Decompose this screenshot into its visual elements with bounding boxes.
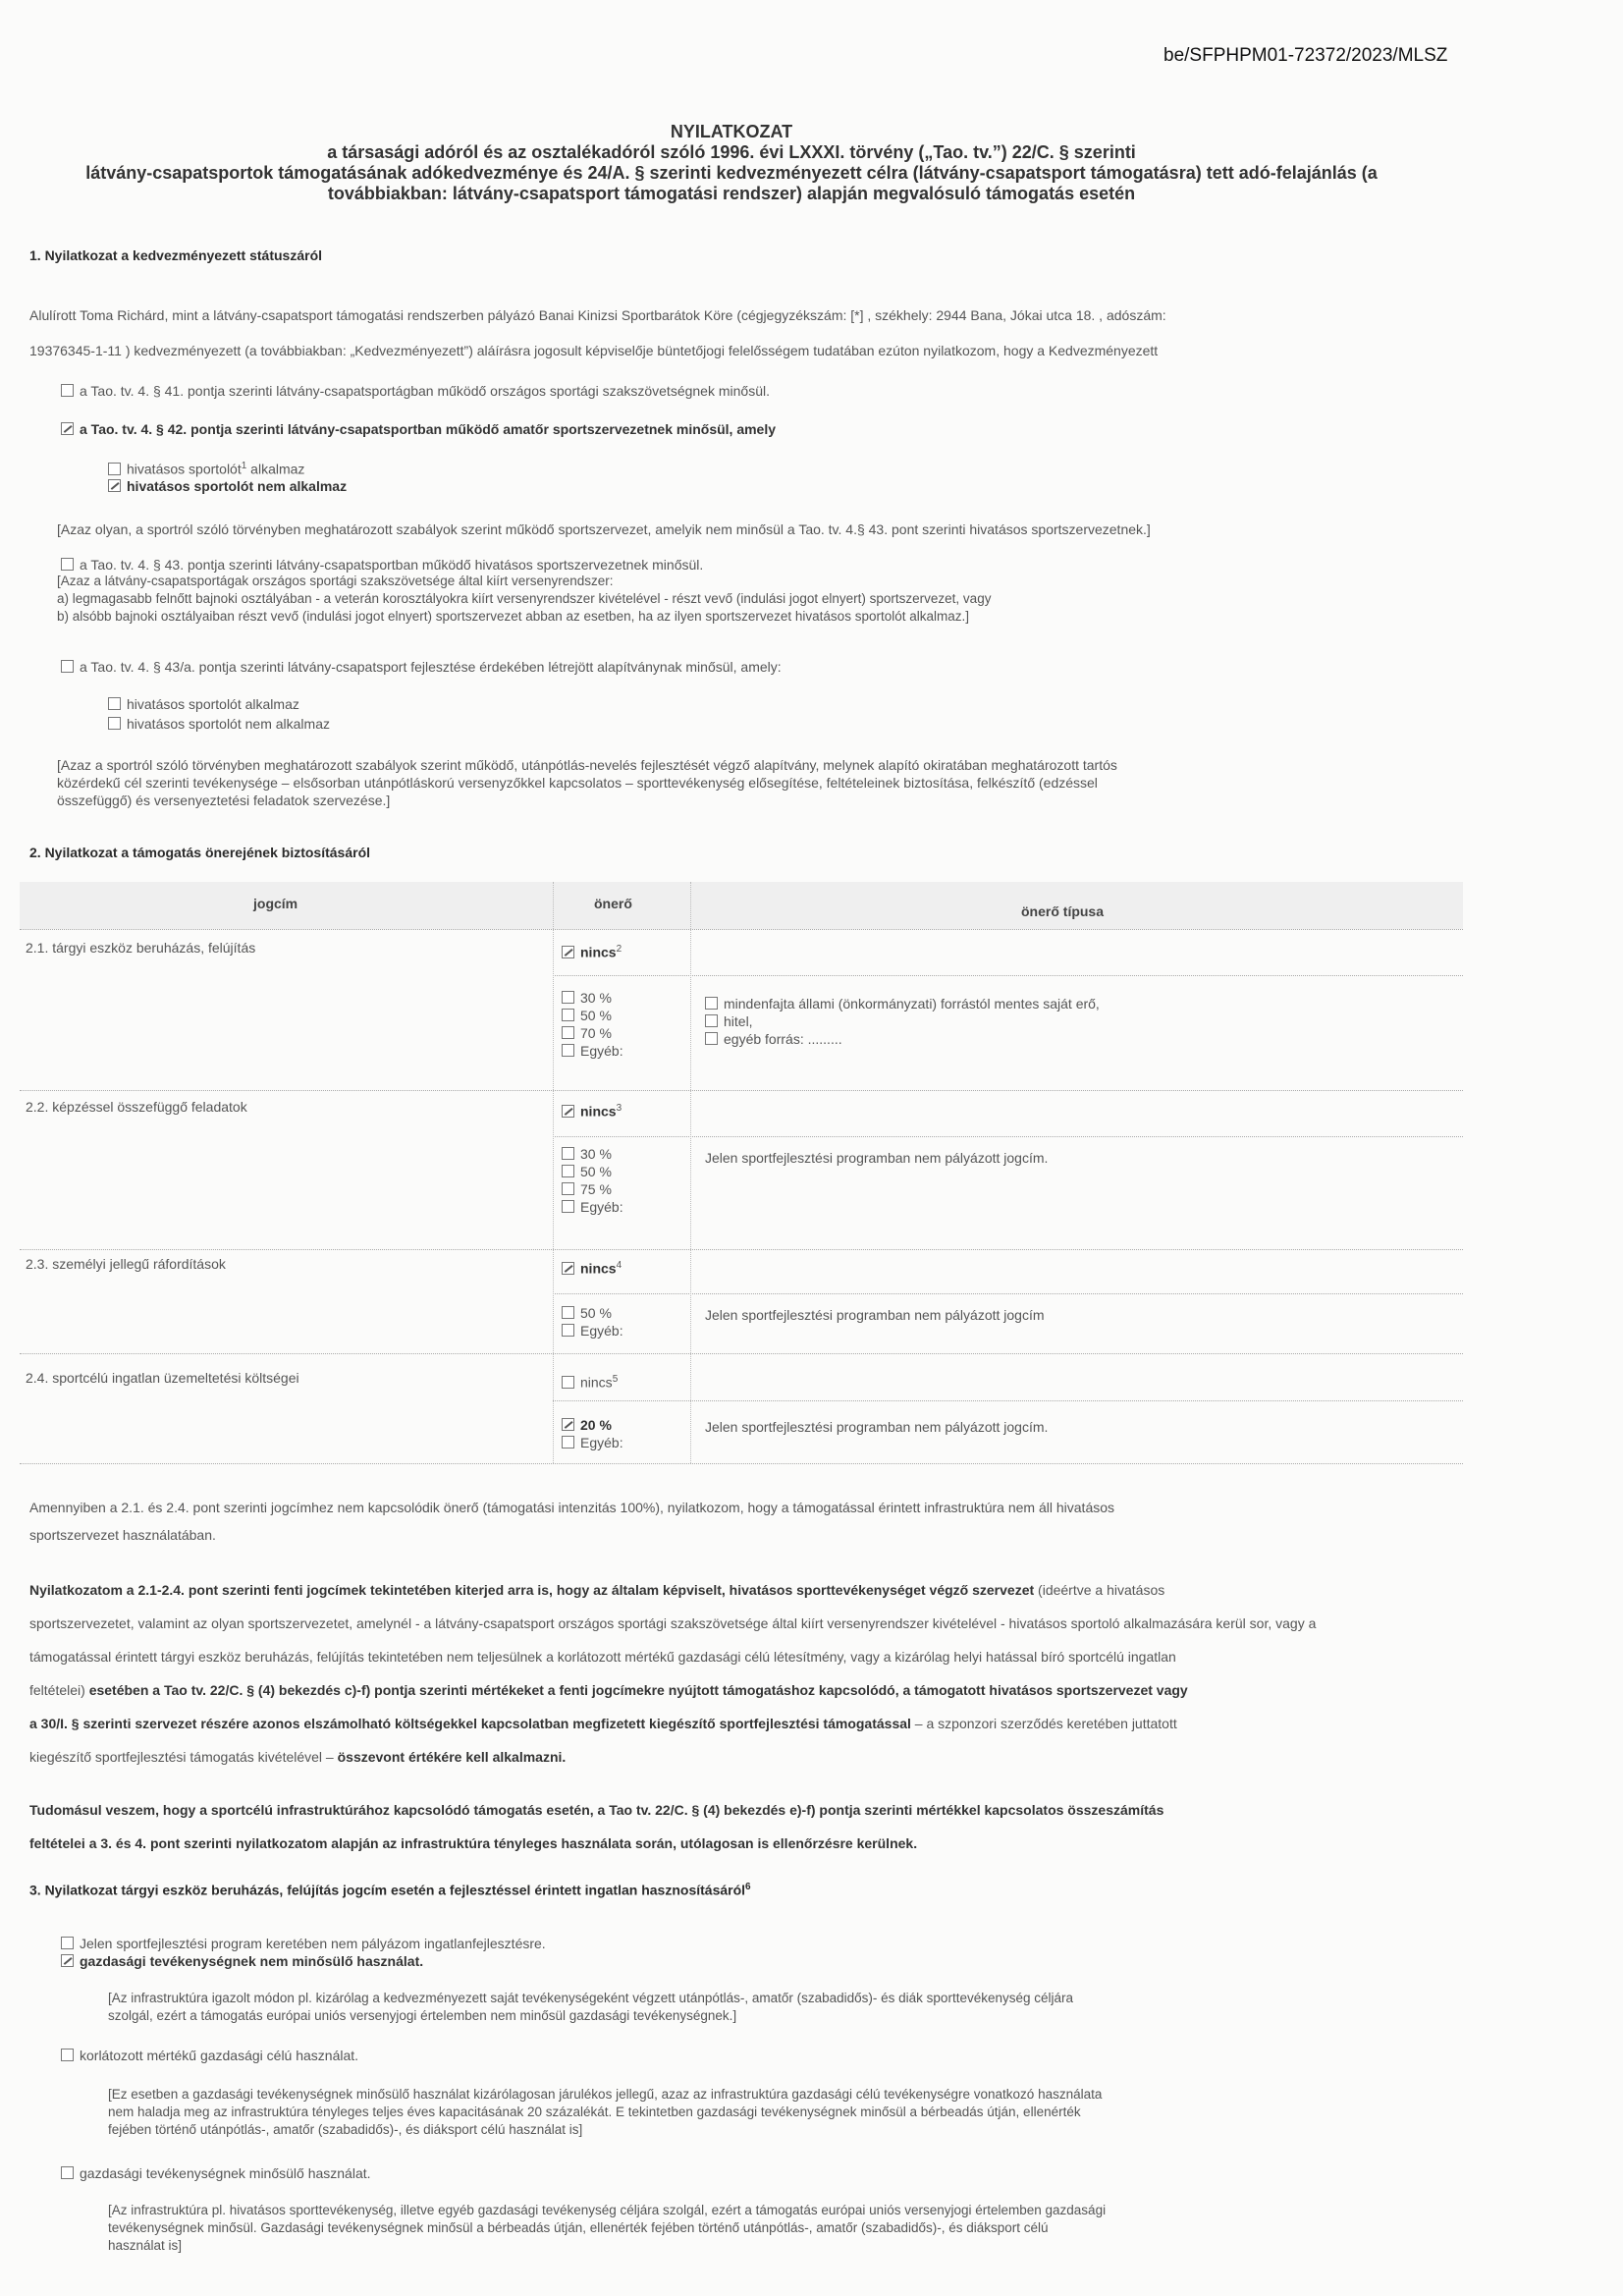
scope-statement-line-5: a 30/I. § szerinti szervezet részére azonos elszámolható költségekkel kapcsolatban megfizetett kiegészítő sportfejlesztési támogatással – a szponzori szerződés keretében juttatott <box>29 1716 1177 1731</box>
checkbox-icon[interactable] <box>562 1147 574 1160</box>
checkbox-icon[interactable] <box>562 1165 574 1177</box>
scope-statement-line-2: sportszervezetet, valamint az olyan sportszervezetet, amelynél - a látvány-csapatsport országos sportági szakszövetsége által kiírt versenyrendszer kivételével - hivatásos sportoló alkalmazására kerül sor, vagy a <box>29 1615 1317 1631</box>
usage-note-2-line-1: [Az infrastruktúra igazolt módon pl. kizárólag a kedvezményezett saját tevékenységeként végzett utánpótlás-, amatőr (szabadidős)- és diák sporttevékenység céljára <box>108 1991 1074 2005</box>
usage-option-economic[interactable]: gazdasági tevékenységnek minősülő használat. <box>61 2164 371 2182</box>
checkbox-icon[interactable] <box>61 2049 74 2061</box>
hivatasos-note-3: b) alsóbb bajnoki osztályaiban részt vevő (indulási jogot elnyert) sportszervezet abban az esetben, ha az ilyen sportszervezet hivatásos sportolót alkalmaz.] <box>57 609 969 624</box>
alapitvany-note-1: [Azaz a sportról szóló törvényben meghatározott szabályok szerint működő, utánpótlás-nevelés fejlesztését végző alapítvány, melynek alapító okiratában meghatározott tartós <box>57 757 1117 773</box>
amator-option-nem-alkalmaz[interactable]: hivatásos sportolót nem alkalmaz <box>108 477 347 495</box>
checkbox-icon[interactable] <box>108 463 121 475</box>
onero-pct-option[interactable]: 50 % <box>562 1304 612 1322</box>
row-note-2-4: Jelen sportfejlesztési programban nem pályázott jogcím. <box>705 1419 1049 1435</box>
status-option-amator[interactable]: a Tao. tv. 4. § 42. pontja szerinti látvány-csapatsportban működő amatőr sportszervezetnek minősül, amely <box>61 420 776 438</box>
checkbox-checked-icon[interactable] <box>108 479 121 492</box>
checkbox-icon[interactable] <box>562 1026 574 1039</box>
table-rule <box>20 1463 1463 1464</box>
onero-pct-option[interactable]: Egyéb: <box>562 1198 623 1216</box>
title-line-3: látvány-csapatsportok támogatásának adókedvezménye és 24/A. § szerinti kedvezményezett célra (látvány-csapatsport támogatásra) tett adó-felajánlás (a <box>85 163 1378 183</box>
section-1-heading: 1. Nyilatkozat a kedvezményezett státuszáról <box>29 247 323 263</box>
checkbox-checked-icon[interactable] <box>61 1954 74 1967</box>
scope-statement-line-6: kiegészítő sportfejlesztési támogatás kivételével – összevont értékére kell alkalmazni. <box>29 1749 567 1765</box>
onero-pct-option[interactable]: 30 % <box>562 989 612 1007</box>
onero-pct-option[interactable]: 70 % <box>562 1024 612 1042</box>
usage-note-4-line-2: tevékenységnek minősül. Gazdasági tevékenységnek minősül a bérbeadás útján, ellenérték fejében történő utánpótlás-, amatőr (szabadidős)-, és diáksport célú <box>108 2220 1049 2235</box>
table-rule <box>20 1249 1463 1250</box>
checkbox-checked-icon[interactable] <box>562 946 574 958</box>
onero-pct-option[interactable]: Egyéb: <box>562 1042 623 1060</box>
usage-note-3-line-1: [Ez esetben a gazdasági tevékenységnek minősülő használat kizárólagosan járulékos jellegű, azaz az infrastruktúra gazdasági célú tevékenységre vonatkozó használata <box>108 2087 1103 2102</box>
checkbox-icon[interactable] <box>562 1306 574 1319</box>
checkbox-checked-icon[interactable] <box>562 1418 574 1431</box>
status-option-alapitvany[interactable]: a Tao. tv. 4. § 43/a. pontja szerinti látvány-csapatsport fejlesztése érdekében létrejött alapítványnak minősül, amely: <box>61 658 782 676</box>
onero-statement-line-1: Amennyiben a 2.1. és 2.4. pont szerinti jogcímhez nem kapcsolódik önerő (támogatási intenzitás 100%), nyilatkozom, hogy a támogatással érintett infrastruktúra nem áll hivatásos <box>29 1500 1115 1515</box>
checkbox-icon[interactable] <box>61 2166 74 2179</box>
checkbox-icon[interactable] <box>562 1324 574 1337</box>
onero-type-option[interactable]: mindenfajta állami (önkormányzati) forrástól mentes saját erő, <box>705 995 1100 1012</box>
column-header-jogcim: jogcím <box>253 896 298 911</box>
onero-statement-line-2: sportszervezet használatában. <box>29 1527 216 1543</box>
usage-note-2-line-2: szolgál, ezért a támogatás európai uniós versenyjogi értelemben nem minősül gazdasági tevékenységnek.] <box>108 2008 737 2023</box>
intro-line-1: Alulírott Toma Richárd, mint a látvány-csapatsport támogatási rendszerben pályázó Banai Kinizsi Sportbarátok Köre (cégjegyzékszám: [*] , székhely: 2944 Bana, Jókai utca 18. , adószám: <box>29 307 1166 323</box>
amator-option-alkalmaz[interactable]: hivatásos sportolót$^1$ alkalmaz <box>108 458 304 478</box>
intro-line-2: 19376345-1-11 ) kedvezményezett (a továbbiakban: „Kedvezményezett”) aláírásra jogosult képviselője büntetőjogi felelősségem tudatában ezúton nyilatkozom, hogy a Kedvezményezett <box>29 343 1159 358</box>
onero-pct-option[interactable]: 50 % <box>562 1007 612 1024</box>
title-line-4: továbbiakban: látvány-csapatsport támogatási rendszer) alapján megvalósuló támogatás esetén <box>327 184 1136 203</box>
alapitvany-option-nem-alkalmaz[interactable]: hivatásos sportolót nem alkalmaz <box>108 715 330 733</box>
checkbox-icon[interactable] <box>61 384 74 397</box>
section-2-heading: 2. Nyilatkozat a támogatás önerejének biztosításáról <box>29 845 371 860</box>
table-rule <box>20 929 1463 930</box>
checkbox-icon[interactable] <box>562 1009 574 1021</box>
checkbox-checked-icon[interactable] <box>562 1105 574 1118</box>
usage-note-4-line-1: [Az infrastruktúra pl. hivatásos sporttevékenység, illetve egyéb gazdasági tevékenység céljára szolgál, ezért a támogatás európai uniós versenyjogi értelemben gazdasági <box>108 2203 1107 2217</box>
alapitvany-option-alkalmaz[interactable]: hivatásos sportolót alkalmaz <box>108 695 299 713</box>
checkbox-icon[interactable] <box>562 1200 574 1213</box>
table-header-bar <box>20 882 1463 929</box>
acknowledge-line-1: Tudomásul veszem, hogy a sportcélú infrastruktúrához kapcsolódó támogatás esetén, a Tao tv. 22/C. § (4) bekezdés e)-f) pontja szerinti mértékkel kapcsolatos összeszámítás <box>29 1802 1164 1818</box>
checkbox-icon[interactable] <box>705 1014 718 1027</box>
onero-type-option[interactable]: egyéb forrás: ......... <box>705 1030 842 1048</box>
checkbox-icon[interactable] <box>705 1032 718 1045</box>
checkbox-icon[interactable] <box>562 991 574 1004</box>
title-line-1: NYILATKOZAT <box>670 122 793 141</box>
onero-pct-option[interactable]: 75 % <box>562 1180 612 1198</box>
scope-statement-line-3: támogatással érintett tárgyi eszköz beruházás, felújítás tekintetében nem teljesülnek a korlátozott mértékű gazdasági célú létesítmény, vagy a kizárólag helyi hatással bíró sportcélú ingatlan <box>29 1649 1176 1665</box>
checkbox-icon[interactable] <box>108 717 121 730</box>
table-rule <box>690 882 691 1463</box>
usage-note-4-line-3: használat is] <box>108 2238 183 2253</box>
row-note-2-2: Jelen sportfejlesztési programban nem pályázott jogcím. <box>705 1150 1049 1166</box>
usage-option-limited[interactable]: korlátozott mértékű gazdasági célú használat. <box>61 2047 358 2064</box>
checkbox-icon[interactable] <box>705 997 718 1010</box>
table-row-jogcim-2-2: 2.2. képzéssel összefüggő feladatok <box>26 1099 247 1115</box>
title-line-2: a társasági adóról és az osztalékadóról szóló 1996. évi LXXXI. törvény („Tao. tv.”) 22/C. § szerinti <box>327 142 1136 162</box>
table-rule <box>20 1090 1463 1091</box>
section-3-heading: 3. Nyilatkozat tárgyi eszköz beruházás, felújítás jogcím esetén a fejlesztéssel érintett ingatlan hasznosításáról$^6$ <box>29 1882 751 1898</box>
usage-note-3-line-3: fejében történő utánpótlás-, amatőr (szabadidős)-, és diáksport célú használat is] <box>108 2122 583 2137</box>
table-row-jogcim-2-4: 2.4. sportcélú ingatlan üzemeltetési költségei <box>26 1370 299 1386</box>
status-option-hivatasos[interactable]: a Tao. tv. 4. § 43. pontja szerinti látvány-csapatsportban működő hivatásos sportszervezetnek minősül. <box>61 556 703 574</box>
alapitvany-note-3: összefüggő) és versenyeztetési feladatok szervezése.] <box>57 793 391 808</box>
onero-nincs-2-3[interactable]: nincs$^4$ <box>562 1257 622 1278</box>
document-reference: be/SFPHPM01-72372/2023/MLSZ <box>1163 45 1448 66</box>
onero-pct-option-20[interactable]: 20 % <box>562 1416 612 1434</box>
checkbox-icon[interactable] <box>562 1376 574 1389</box>
usage-option-non-economic[interactable]: gazdasági tevékenységnek nem minősülő használat. <box>61 1952 423 1970</box>
table-rule <box>20 1353 1463 1354</box>
table-row-jogcim-2-1: 2.1. tárgyi eszköz beruházás, felújítás <box>26 940 256 956</box>
acknowledge-line-2: feltételei a 3. és 4. pont szerinti nyilatkozatom alapján az infrastruktúra tényleges használata során, utólagosan is ellenőrzésre kerülnek. <box>29 1835 918 1851</box>
onero-pct-option[interactable]: Egyéb: <box>562 1322 623 1339</box>
onero-pct-option[interactable]: Egyéb: <box>562 1434 623 1451</box>
checkbox-icon[interactable] <box>61 660 74 673</box>
amator-note: [Azaz olyan, a sportról szóló törvényben meghatározott szabályok szerint működő sportszervezet, amelyik nem minősül a Tao. tv. 4.§ 43. pont szerinti hivatásos sportszervezetnek.] <box>57 521 1151 537</box>
onero-pct-option[interactable]: 50 % <box>562 1163 612 1180</box>
checkbox-icon[interactable] <box>562 1436 574 1449</box>
row-note-2-3: Jelen sportfejlesztési programban nem pályázott jogcím <box>705 1307 1045 1323</box>
column-header-onero-tipusa: önerő típusa <box>1021 903 1105 919</box>
alapitvany-note-2: közérdekű cél szerinti tevékenysége – elsősorban utánpótláskorú versenyzőkkel kapcsolatos – sporttevékenység elősegítése, feltételeinek biztosítása, felkészítő (edzéssel <box>57 775 1098 791</box>
checkbox-checked-icon[interactable] <box>562 1262 574 1275</box>
status-option-szakszovetseg[interactable]: a Tao. tv. 4. § 41. pontja szerinti látvány-csapatsportágban működő országos sportági szakszövetségnek minősül. <box>61 382 770 400</box>
checkbox-icon[interactable] <box>562 1044 574 1057</box>
onero-nincs-2-4[interactable]: nincs$^5$ <box>562 1371 618 1392</box>
usage-note-3-line-2: nem haladja meg az infrastruktúra tényleges teljes éves kapacitásának 20 százalékát. E tekintetben gazdasági tevékenységnek minősül a bérbeadás útján, ellenérték <box>108 2105 1081 2119</box>
table-rule <box>553 882 554 1463</box>
usage-option-none[interactable]: Jelen sportfejlesztési program keretében nem pályázom ingatlanfejlesztésre. <box>61 1935 546 1952</box>
checkbox-checked-icon[interactable] <box>61 422 74 435</box>
onero-type-option[interactable]: hitel, <box>705 1012 753 1030</box>
hivatasos-note-1: [Azaz a látvány-csapatsportágak országos sportági szakszövetsége által kiírt versenyrendszer: <box>57 574 614 588</box>
onero-nincs-2-2[interactable]: nincs$^3$ <box>562 1100 622 1121</box>
checkbox-icon[interactable] <box>61 558 74 571</box>
scope-statement-line-4: feltételei) esetében a Tao tv. 22/C. § (4) bekezdés c)-f) pontja szerinti mértékeket a fenti jogcímekre nyújtott támogatáshoz kapcsolódó, a támogatott hivatásos sportszervezet vagy <box>29 1682 1188 1698</box>
checkbox-icon[interactable] <box>108 697 121 710</box>
hivatasos-note-2: a) legmagasabb felnőtt bajnoki osztályában - a veterán korosztályokra kiírt versenyrendszer kivételével - részt vevő (indulási jogot elnyert) sportszervezet, vagy <box>57 591 992 606</box>
onero-nincs-2-1[interactable]: nincs$^2$ <box>562 941 622 961</box>
scope-statement-line-1: Nyilatkozatom a 2.1-2.4. pont szerinti fenti jogcímek tekintetében kiterjed arra is, hogy az általam képviselt, hivatásos sporttevékenységet végző szervezet (ideértve a hivatásos <box>29 1582 1165 1598</box>
checkbox-icon[interactable] <box>562 1182 574 1195</box>
onero-pct-option[interactable]: 30 % <box>562 1145 612 1163</box>
column-header-onero: önerő <box>594 896 632 911</box>
table-row-jogcim-2-3: 2.3. személyi jellegű ráfordítások <box>26 1256 226 1272</box>
checkbox-icon[interactable] <box>61 1937 74 1949</box>
